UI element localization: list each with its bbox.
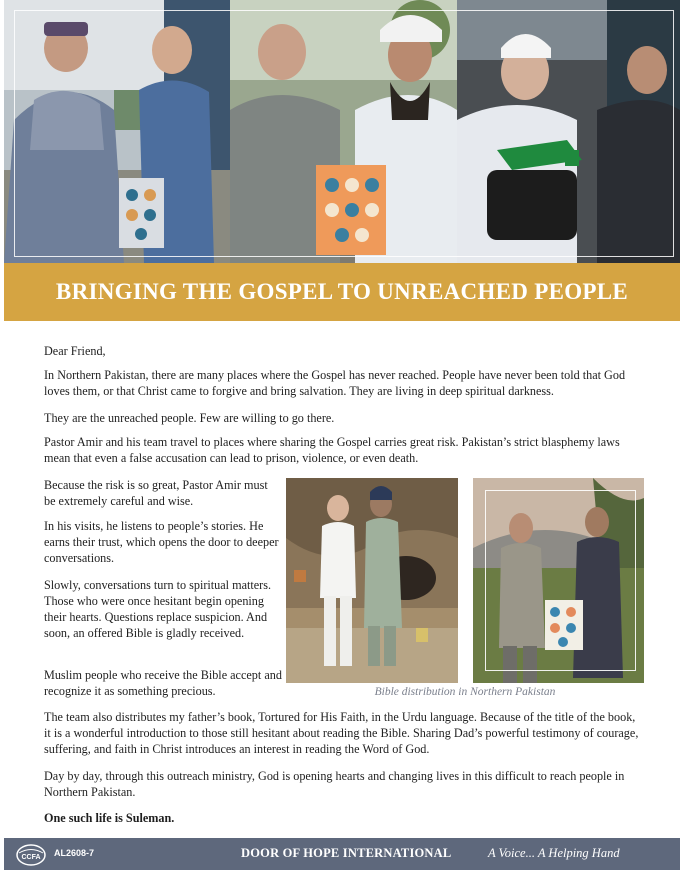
letter-paragraph-8: The team also distributes my father’s book, Tortured for His Faith, in the Urdu language. Because of the title of the book, it is a wonderful introduction to those still hesitant about reading the Bible. Sharing Dad’s powerful testimony of courage, suffering, and faith in Christ introduces an interest in reading the Word of God. [44, 710, 639, 756]
page-title: BRINGING THE GOSPEL TO UNREACHED PEOPLE [55, 279, 629, 304]
logo-text: CCFA [21, 854, 41, 861]
letter-greeting: Dear Friend, [44, 344, 106, 358]
inset-photo-bag-handover [473, 478, 644, 683]
letter-paragraph-9: Day by day, through this outreach ministry, God is opening hearts and changing lives in this difficult to reach people in Northern Pakistan. [44, 769, 625, 799]
letter-paragraph-3: Pastor Amir and his team travel to places where sharing the Gospel carries great risk. Pakistan’s strict blasphemy laws mean that even a false accusation can lead to prison, violence, or even death. [44, 435, 620, 465]
letter-closing: One such life is Suleman. [44, 811, 175, 825]
header-photo-men-gift-bag [4, 0, 230, 263]
header-photo-strip [4, 0, 680, 263]
letter-paragraph-1: In Northern Pakistan, there are many places where the Gospel has never reached. People have never been told that God loves them, or that Christ came to forgive and bring salvation. They are living in deep spiritual darkness. [44, 368, 626, 398]
header-photo-bag-exchange [230, 0, 457, 263]
letter-paragraph-5: In his visits, he listens to people’s stories. He earns their trust, which opens the door to deeper conversations. [44, 519, 279, 565]
inset-photo-rock-shelter [286, 478, 458, 683]
letter-paragraph-6: Slowly, conversations turn to spiritual matters. Those who were once hesitant begin opening their hearts. Questions replace suspicion. And soon, an offered Bible is gladly received. [44, 578, 272, 640]
footer-bar [4, 838, 680, 870]
ccfa-logo-icon [16, 844, 46, 866]
photo-caption: Bible distribution in Northern Pakistan [374, 686, 556, 698]
letter-paragraph-4: Because the risk is so great, Pastor Amir must be extremely careful and wise. [44, 478, 268, 508]
title-banner [4, 263, 680, 321]
document-code: AL2608-7 [54, 848, 95, 858]
letter-paragraph-7: Muslim people who receive the Bible accept and recognize it as something precious. [44, 668, 282, 698]
header-photo-green-bible [457, 0, 680, 263]
organization-tagline: A Voice... A Helping Hand [488, 846, 620, 860]
organization-name: DOOR OF HOPE INTERNATIONAL [241, 846, 452, 860]
letter-paragraph-2: They are the unreached people. Few are willing to go there. [44, 411, 335, 425]
